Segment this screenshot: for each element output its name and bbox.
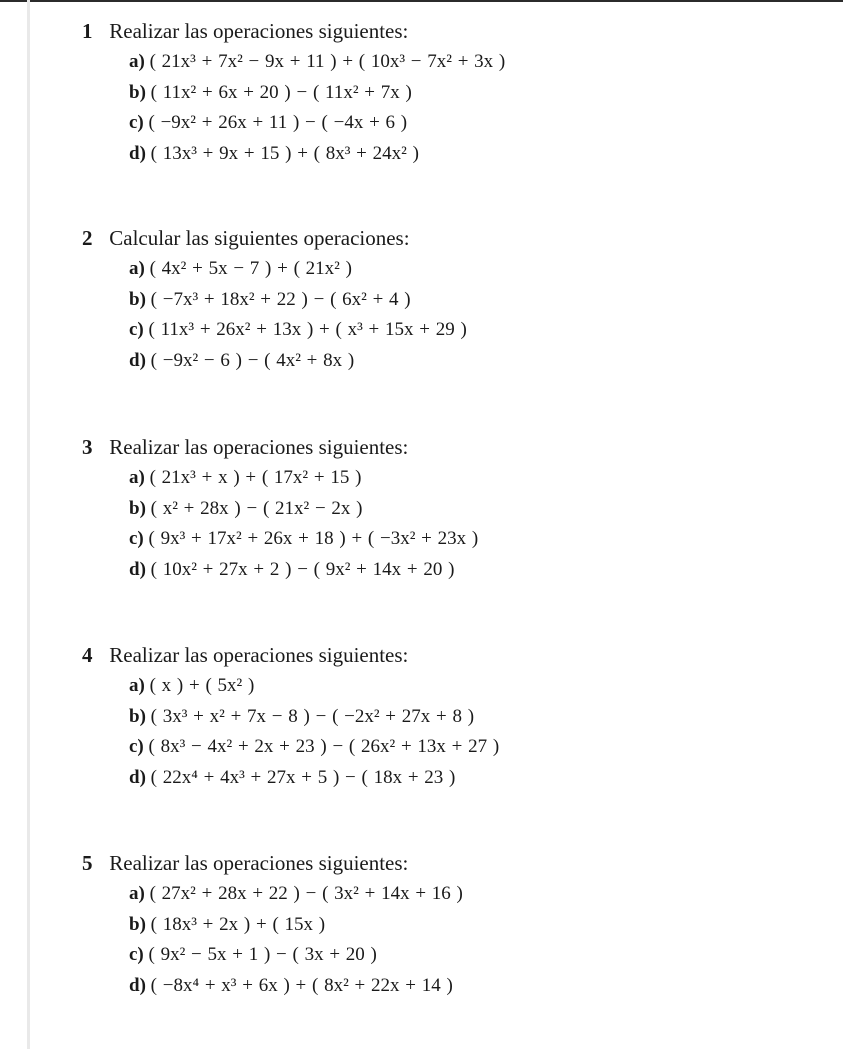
exercise-item — [82, 910, 463, 941]
exercise-number: 5 — [82, 851, 93, 875]
item-letter: d) — [129, 766, 146, 788]
exercise-item — [82, 285, 467, 316]
exercise-item — [82, 555, 478, 586]
item-expression: ( 9x³ + 17x² + 26x + 18 ) + ( −3x² + 23x ) — [148, 528, 479, 549]
item-letter: b) — [129, 81, 146, 103]
exercise-title: Calcular las siguientes operaciones: — [109, 226, 410, 250]
exercise-number: 1 — [82, 19, 93, 43]
exercise-title: Realizar las operaciones siguientes: — [109, 851, 409, 875]
exercise-heading — [82, 851, 463, 875]
item-letter: c) — [129, 112, 144, 133]
exercise-item — [82, 78, 505, 109]
item-letter: d) — [129, 558, 146, 580]
item-expression: ( 9x² − 5x + 1 ) − ( 3x + 20 ) — [148, 944, 377, 965]
left-margin-line — [27, 0, 30, 1049]
item-expression: ( −8x⁴ + x³ + 6x ) + ( 8x² + 22x + 14 ) — [150, 974, 453, 996]
exercise-heading — [82, 19, 505, 43]
item-letter: b) — [129, 913, 146, 935]
item-expression: ( 3x³ + x² + 7x − 8 ) − ( −2x² + 27x + 8 ) — [150, 705, 475, 727]
exercise-5 — [82, 851, 463, 1001]
exercise-title: Realizar las operaciones siguientes: — [109, 19, 409, 43]
item-letter: a) — [129, 883, 145, 904]
exercise-item — [82, 254, 467, 285]
item-expression: ( 22x⁴ + 4x³ + 27x + 5 ) − ( 18x + 23 ) — [150, 766, 456, 788]
exercise-heading — [82, 226, 467, 250]
item-expression: ( 18x³ + 2x ) + ( 15x ) — [150, 913, 326, 935]
item-letter: a) — [129, 258, 145, 279]
item-letter: d) — [129, 349, 146, 371]
item-expression: ( 11x² + 6x + 20 ) − ( 11x² + 7x ) — [150, 81, 412, 103]
item-letter: a) — [129, 675, 145, 696]
exercise-title: Realizar las operaciones siguientes: — [109, 435, 409, 459]
exercise-4 — [82, 643, 499, 793]
item-letter: c) — [129, 736, 144, 757]
exercise-items — [82, 879, 463, 1001]
item-letter: b) — [129, 705, 146, 727]
exercise-heading — [82, 643, 499, 667]
exercise-number: 4 — [82, 643, 93, 667]
item-expression: ( 11x³ + 26x² + 13x ) + ( x³ + 15x + 29 ) — [148, 319, 467, 340]
exercise-title: Realizar las operaciones siguientes: — [109, 643, 409, 667]
item-expression: ( 8x³ − 4x² + 2x + 23 ) − ( 26x² + 13x + 27 ) — [148, 736, 500, 757]
exercise-item — [82, 108, 505, 139]
item-letter: c) — [129, 528, 144, 549]
exercise-item — [82, 346, 467, 377]
item-letter: b) — [129, 497, 146, 519]
exercise-2 — [82, 226, 467, 376]
exercise-item — [82, 702, 499, 733]
exercise-item — [82, 524, 478, 555]
exercise-items — [82, 254, 467, 376]
item-letter: b) — [129, 288, 146, 310]
exercise-item — [82, 463, 478, 494]
exercise-item — [82, 763, 499, 794]
item-expression: ( 21x³ + x ) + ( 17x² + 15 ) — [149, 467, 362, 488]
exercise-number: 2 — [82, 226, 93, 250]
item-expression: ( x ) + ( 5x² ) — [149, 675, 255, 696]
exercise-item — [82, 139, 505, 170]
exercise-item — [82, 315, 467, 346]
item-letter: c) — [129, 944, 144, 965]
exercise-item — [82, 47, 505, 78]
exercise-3 — [82, 435, 478, 585]
exercise-item — [82, 940, 463, 971]
exercise-items — [82, 47, 505, 169]
item-expression: ( 13x³ + 9x + 15 ) + ( 8x³ + 24x² ) — [150, 142, 419, 164]
item-expression: ( −9x² − 6 ) − ( 4x² + 8x ) — [150, 349, 355, 371]
item-expression: ( −9x² + 26x + 11 ) − ( −4x + 6 ) — [148, 112, 408, 133]
item-letter: c) — [129, 319, 144, 340]
exercise-1 — [82, 19, 505, 169]
exercise-item — [82, 494, 478, 525]
exercise-item — [82, 971, 463, 1002]
item-expression: ( 27x² + 28x + 22 ) − ( 3x² + 14x + 16 ) — [149, 883, 463, 904]
item-expression: ( 21x³ + 7x² − 9x + 11 ) + ( 10x³ − 7x² + 3x ) — [149, 51, 506, 72]
item-expression: ( x² + 28x ) − ( 21x² − 2x ) — [150, 497, 363, 519]
exercise-item — [82, 732, 499, 763]
exercise-heading — [82, 435, 478, 459]
item-expression: ( 4x² + 5x − 7 ) + ( 21x² ) — [149, 258, 352, 279]
item-expression: ( −7x³ + 18x² + 22 ) − ( 6x² + 4 ) — [150, 288, 411, 310]
exercise-items — [82, 463, 478, 585]
top-divider — [0, 0, 843, 2]
exercise-item — [82, 671, 499, 702]
item-letter: d) — [129, 142, 146, 164]
exercise-items — [82, 671, 499, 793]
item-letter: a) — [129, 467, 145, 488]
exercise-item — [82, 879, 463, 910]
item-letter: d) — [129, 974, 146, 996]
item-expression: ( 10x² + 27x + 2 ) − ( 9x² + 14x + 20 ) — [150, 558, 455, 580]
exercise-number: 3 — [82, 435, 93, 459]
item-letter: a) — [129, 51, 145, 72]
